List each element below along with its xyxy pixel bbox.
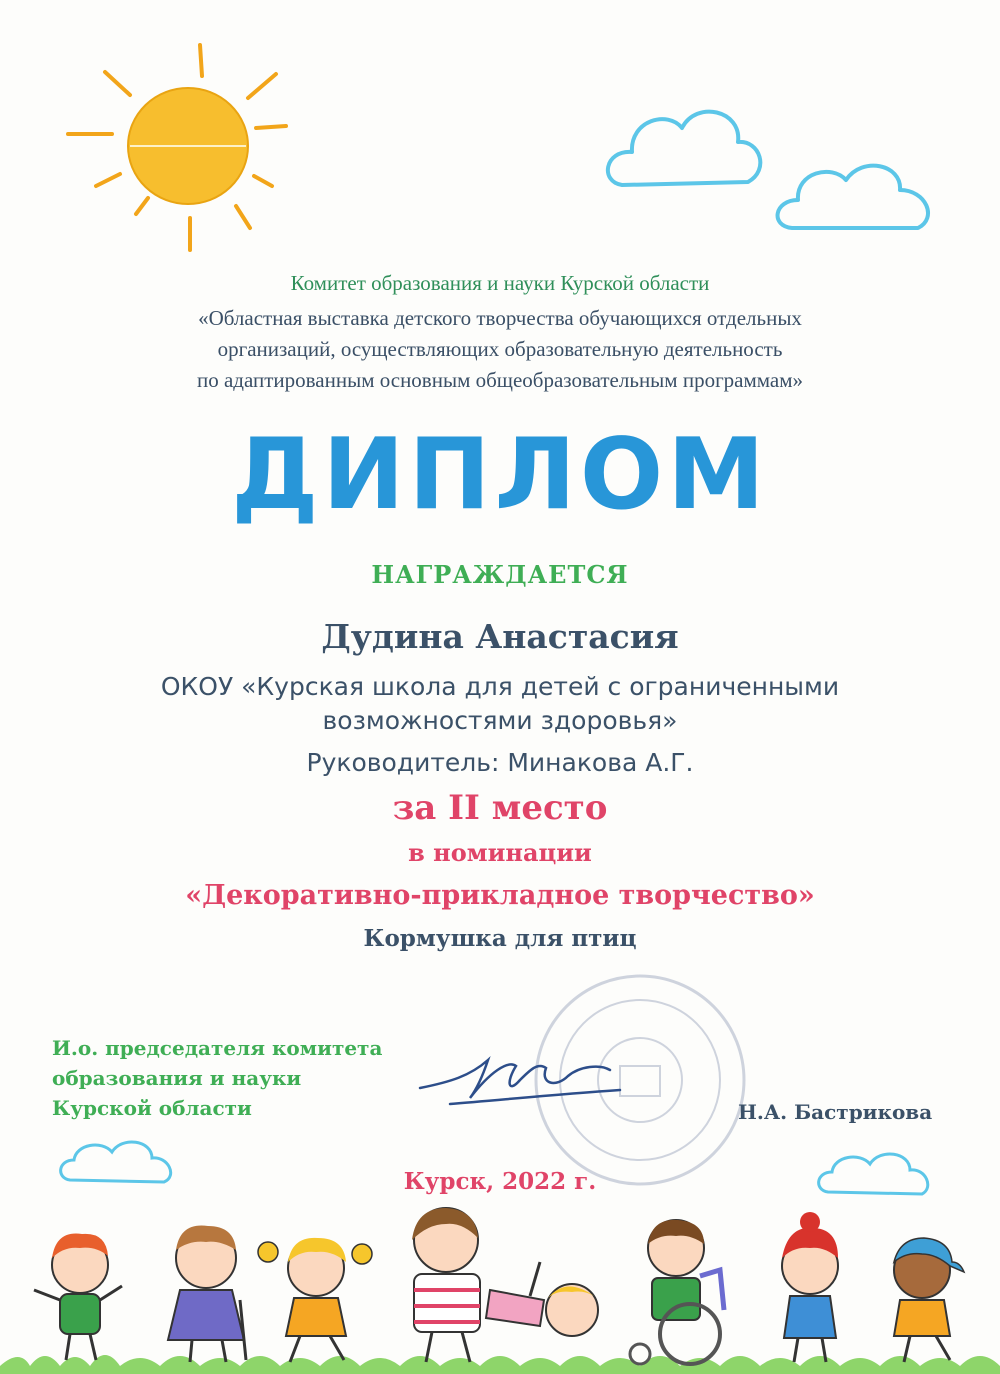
signatory-role-line3: Курской области bbox=[52, 1096, 252, 1120]
cloud-icon bbox=[778, 166, 928, 228]
awarded-label: НАГРАЖДАЕТСЯ bbox=[371, 560, 629, 589]
stamp-seal-icon bbox=[536, 976, 744, 1184]
school-line2: возможностями здоровья» bbox=[322, 706, 678, 735]
leader-name: Руководитель: Минакова А.Г. bbox=[306, 748, 694, 777]
exhibition-title-line2: организаций, осуществляющих образовательную деятельность bbox=[217, 337, 783, 361]
exhibition-title-line3: по адаптированным основным общеобразовательным программам» bbox=[196, 368, 804, 392]
signatory-role-line1: И.о. председателя комитета bbox=[52, 1036, 383, 1060]
school-line1: ОКОУ «Курская школа для детей с ограниченными bbox=[160, 672, 840, 701]
signature-icon bbox=[420, 1060, 620, 1104]
recipient-name: Дудина Анастасия bbox=[321, 617, 679, 656]
cloud-icon bbox=[608, 112, 760, 185]
nomination-label: в номинации bbox=[408, 838, 592, 867]
city-year: Курск, 2022 г. bbox=[403, 1168, 597, 1195]
organization-name: Комитет образования и науки Курской области bbox=[290, 271, 710, 295]
work-title: Кормушка для птиц bbox=[363, 925, 637, 952]
sun-icon bbox=[68, 45, 286, 250]
diploma-title: ДИПЛОМ bbox=[231, 418, 769, 532]
signatory-name: Н.А. Бастрикова bbox=[738, 1100, 933, 1124]
children-illustration bbox=[0, 1208, 1000, 1374]
exhibition-title-line1: «Областная выставка детского творчества обучающихся отдельных bbox=[198, 306, 802, 330]
nomination-title: «Декоративно-прикладное творчество» bbox=[185, 880, 815, 911]
award-place: за II место bbox=[392, 788, 608, 828]
signatory-role-line2: образования и науки bbox=[52, 1066, 302, 1090]
